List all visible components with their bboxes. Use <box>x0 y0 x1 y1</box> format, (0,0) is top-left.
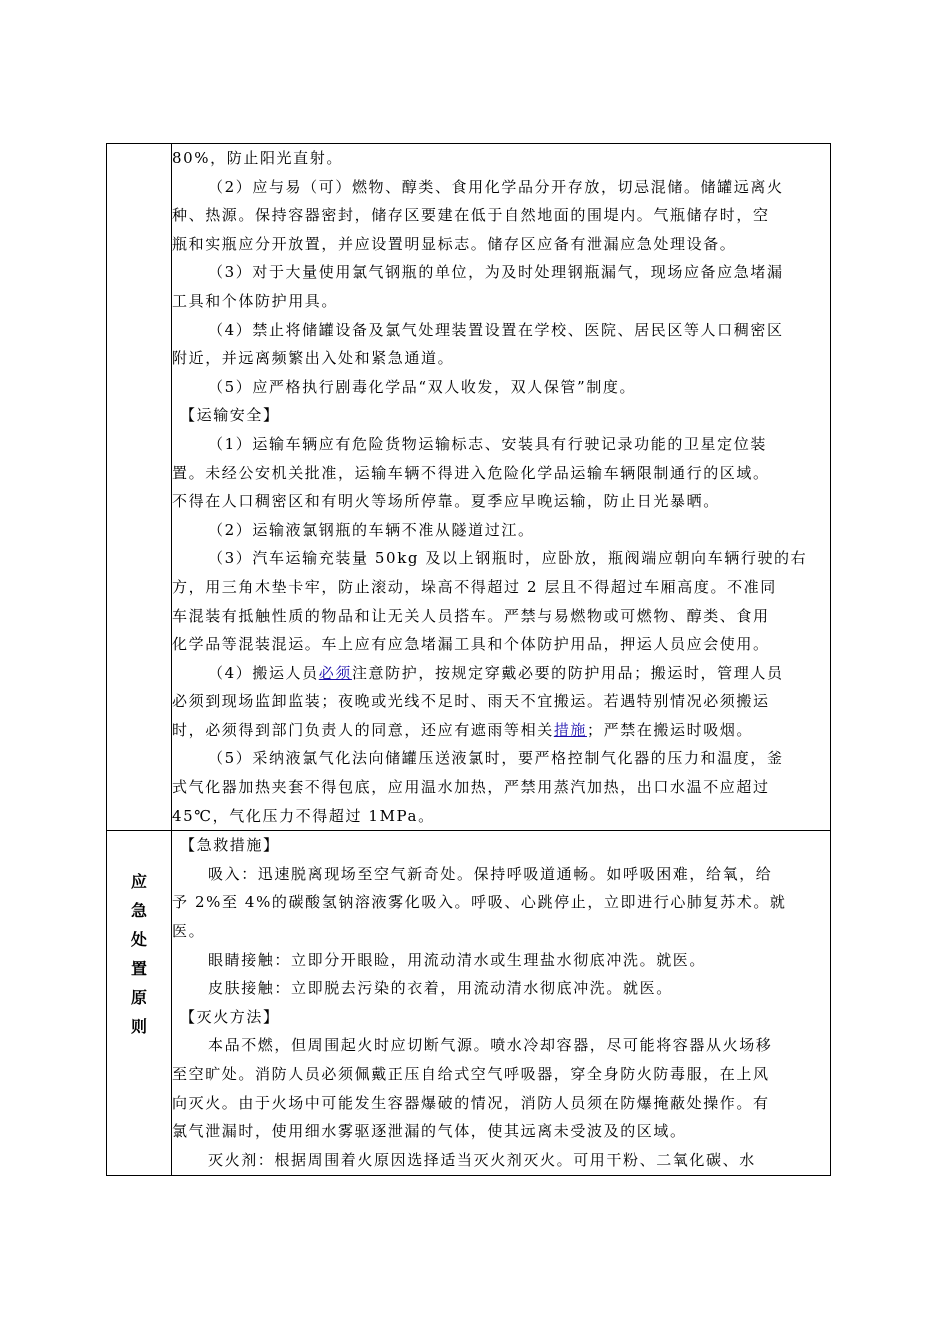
text-line: 医。 <box>172 922 206 941</box>
storage-transport-content <box>172 144 831 831</box>
text-segment: 时，必须得到部门负责人的同意，还应有遮雨等相关 <box>172 720 554 739</box>
text-line: 【急救措施】 <box>180 836 280 855</box>
text-line: 置。未经公安机关批准，运输车辆不得进入危险化学品运输车辆限制通行的区域。 <box>172 463 770 482</box>
text-line <box>172 716 830 745</box>
document-page <box>106 143 831 1176</box>
text-line: 吸入：迅速脱离现场至空气新奇处。保持呼吸道通畅。如呼吸困难，给氧，给 <box>208 864 773 883</box>
text-line: （3）对于大量使用氯气钢瓶的单位，为及时处理钢瓶漏气，现场应备应急堵漏 <box>208 263 784 282</box>
label-char: 置 <box>130 959 147 979</box>
label-char: 急 <box>130 901 147 921</box>
text-line: （2）运输液氯钢瓶的车辆不准从隧道过江。 <box>208 520 535 539</box>
text-line: 化学品等混装混运。车上应有应急堵漏工具和个体防护用品，押运人员应会使用。 <box>172 635 770 654</box>
text-line: （3）汽车运输充装量 50kg 及以上钢瓶时，应卧放，瓶阀端应朝向车辆行驶的右 <box>208 549 808 568</box>
paragraph-block <box>172 831 830 1174</box>
text-segment: （4）搬运人员 <box>208 663 319 682</box>
text-line: 必须到现场监卸监装；夜晚或光线不足时、雨天不宜搬运。若遇特别情况必须搬运 <box>172 692 770 711</box>
link-bixu[interactable]: 必须 <box>318 663 352 682</box>
text-line: （5）采纳液氯气化法向储罐压送液氯时，要严格控制气化器的压力和温度，釜 <box>208 749 784 768</box>
paragraph-block <box>172 144 830 659</box>
text-segment: ；严禁在搬运时吸烟。 <box>587 720 754 739</box>
text-line: 氯气泄漏时，使用细水雾驱逐泄漏的气体，使其远离未受波及的区域。 <box>172 1122 687 1141</box>
section-label-cell-empty <box>107 144 172 831</box>
text-segment: 注意防护，按规定穿戴必要的防护用品；搬运时，管理人员 <box>351 663 784 682</box>
table-row <box>107 144 831 831</box>
safety-info-table <box>106 143 831 1176</box>
text-line: 【运输安全】 <box>180 406 280 425</box>
text-line: 附近，并远离频繁出入处和紧急通道。 <box>172 349 455 368</box>
text-line: 予 2%至 4%的碳酸氢钠溶液雾化吸入。呼吸、心跳停止，立即进行心肺复苏术。就 <box>172 893 787 912</box>
text-line: 45℃，气化压力不得超过 1MPa。 <box>172 806 435 825</box>
link-cuoshi[interactable]: 措施 <box>553 720 588 739</box>
text-line: 80%，防止阳光直射。 <box>172 149 343 167</box>
text-line: 工具和个体防护用具。 <box>172 291 339 310</box>
text-line: 本品不燃，但周围起火时应切断气源。喷水冷却容器，尽可能将容器从火场移 <box>208 1036 773 1055</box>
text-line: （4）禁止将储罐设备及氯气处理装置设置在学校、医院、居民区等人口稠密区 <box>208 320 784 339</box>
text-line: 瓶和实瓶应分开放置，并应设置明显标志。储存区应备有泄漏应急处理设备。 <box>172 234 737 253</box>
text-line: 眼睛接触：立即分开眼睑，用流动清水或生理盐水彻底冲洗。就医。 <box>208 950 707 969</box>
text-line: 种、热源。保持容器密封，储存区要建在低于自然地面的围堤内。气瓶储存时，空 <box>172 206 770 225</box>
text-line: （1）运输车辆应有危险货物运输标志、安装具有行驶记录功能的卫星定位装 <box>208 434 767 453</box>
paragraph-block <box>172 744 830 830</box>
text-line: 灭火剂：根据周围着火原因选择适当灭火剂灭火。可用干粉、二氧化碳、水 <box>208 1150 756 1169</box>
text-line: 【灭火方法】 <box>180 1007 280 1026</box>
section-label-cell <box>107 831 172 1176</box>
text-line: 至空旷处。消防人员必须佩戴正压自给式空气呼吸器，穿全身防火防毒服，在上风 <box>172 1065 770 1083</box>
emergency-principle-label <box>107 831 171 1041</box>
text-line: （2）应与易（可）燃物、醇类、食用化学品分开存放，切忌混储。储罐远离火 <box>208 177 784 196</box>
label-char: 应 <box>130 872 147 892</box>
label-char: 原 <box>130 988 147 1008</box>
label-char: 则 <box>130 1017 147 1037</box>
emergency-content <box>172 831 831 1176</box>
text-line: 式气化器加热夹套不得包底，应用温水加热，严禁用蒸汽加热，出口水温不应超过 <box>172 778 770 797</box>
text-line: 不得在人口稠密区和有明火等场所停靠。夏季应早晚运输，防止日光暴晒。 <box>172 492 720 511</box>
text-line: 车混装有抵触性质的物品和让无关人员搭车。严禁与易燃物或可燃物、醇类、食用 <box>172 606 770 625</box>
label-char: 处 <box>130 930 147 950</box>
text-line: 方，用三角木垫卡牢，防止滚动，垛高不得超过 2 层且不得超过车厢高度。不准同 <box>172 577 777 596</box>
text-line: 向灭火。由于火场中可能发生容器爆破的情况，消防人员须在防爆掩蔽处操作。有 <box>172 1093 770 1112</box>
text-line <box>172 659 830 688</box>
table-row <box>107 831 831 1176</box>
text-line: （5）应严格执行剧毒化学品“双人收发，双人保管”制度。 <box>208 377 637 396</box>
text-line: 皮肤接触：立即脱去污染的衣着，用流动清水彻底冲洗。就医。 <box>208 979 673 998</box>
